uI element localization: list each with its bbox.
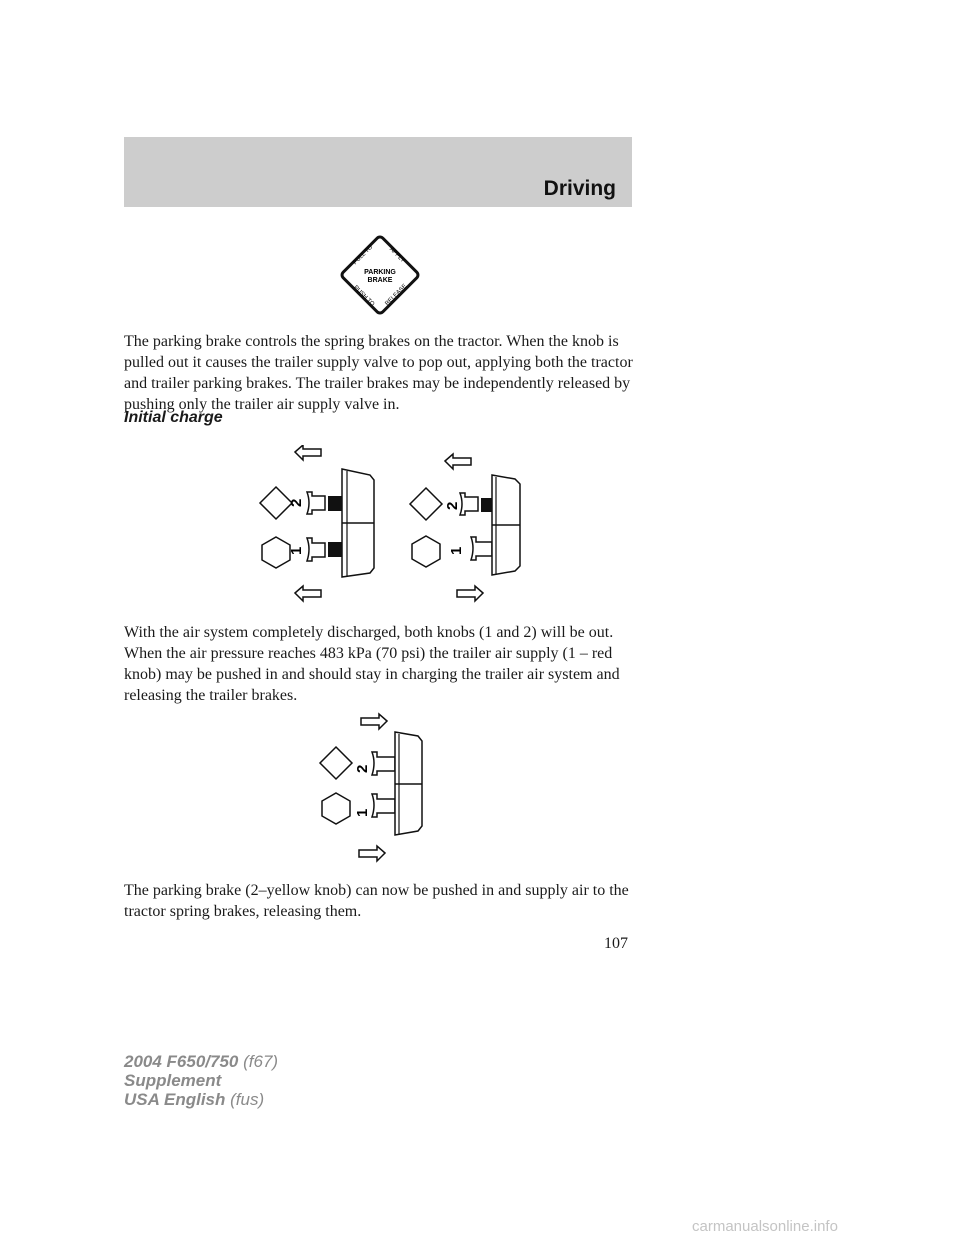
knob-1-label: 1 (288, 546, 305, 555)
sign-apply: APPLY (387, 246, 406, 265)
subheading-initial-charge: Initial charge (124, 409, 223, 426)
knob-2-stem (481, 498, 492, 512)
sign-push-to: PUSH TO (352, 284, 376, 308)
knob-1-label: 1 (448, 546, 465, 555)
diagram-both-knobs-in (315, 705, 445, 865)
arrow-left-icon (295, 445, 321, 460)
sign-pull-to: PULL TO (352, 244, 375, 267)
hexagon-knob-icon (262, 537, 290, 568)
footer-language: USA English (124, 1090, 226, 1109)
knob-1-label: 1 (354, 808, 371, 817)
arrow-right-icon (457, 586, 483, 601)
knob-1-pulled (307, 538, 325, 561)
sign-title-line1: PARKING (364, 269, 396, 276)
hexagon-knob-icon (412, 536, 440, 567)
paragraph-parking-release: The parking brake (2–yellow knob) can now be pushed in and supply air to the tractor spring brakes, releasing them. (124, 882, 629, 920)
diamond-knob-icon (410, 488, 442, 520)
sign-release: RELEASE (384, 283, 409, 308)
knob-1-stem (328, 542, 342, 557)
arrow-left-icon (295, 586, 321, 601)
footer-language-code: (fus) (230, 1090, 265, 1109)
arrow-right-icon (359, 846, 385, 861)
footer (124, 1052, 278, 1109)
knob-2-pulled (307, 492, 325, 514)
knob-2-pulled (460, 493, 478, 515)
header-band (124, 137, 632, 207)
knob-2-label: 2 (288, 498, 305, 507)
knob-1-pushed (471, 537, 492, 560)
hexagon-knob-icon (322, 793, 350, 824)
page-number: 107 (604, 935, 628, 952)
sign-title-line2: BRAKE (367, 277, 393, 284)
knob-2-stem (328, 496, 342, 511)
knob-2-label: 2 (354, 764, 371, 773)
parking-brake-sign (335, 228, 425, 322)
arrow-right-icon (361, 714, 387, 729)
diamond-knob-icon (320, 747, 352, 779)
knob-2-label: 2 (444, 501, 461, 510)
footer-model: 2004 F650/750 (124, 1052, 239, 1071)
paragraph-initial-charge: With the air system completely discharged, both knobs (1 and 2) will be out. When the air pressure reaches 483 kPa (70 psi) the trailer air supply (1 – red knob) may be pushed in and should stay in charging the trailer air system and releasing the trailer brakes. (124, 624, 620, 704)
diagram-both-knobs-out (255, 445, 385, 605)
knob-2-pushed (372, 752, 395, 775)
footer-model-code: (f67) (243, 1052, 279, 1071)
watermark: carmanualsonline.info (692, 1218, 838, 1235)
paragraph-intro: The parking brake controls the spring brakes on the tractor. When the knob is pulled out it causes the trailer supply valve to pop out, applying both the tractor and trailer parking brakes. The trailer brakes may be independently released by pushing only the trailer air supply valve in. (124, 333, 633, 413)
section-title: Driving (543, 177, 616, 200)
diagram-knob-1-in (405, 445, 535, 605)
footer-supplement: Supplement (124, 1071, 222, 1090)
arrow-left-icon (445, 454, 471, 469)
knob-1-pushed (372, 794, 395, 817)
